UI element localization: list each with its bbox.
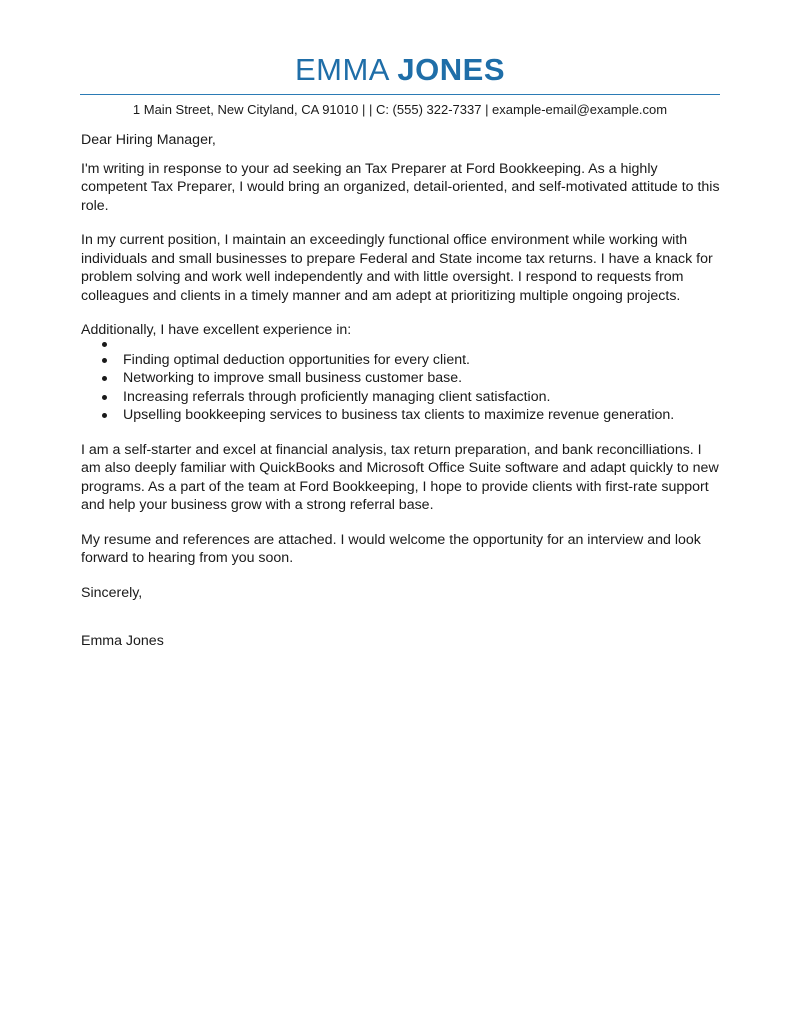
bullet-icon [102, 395, 107, 400]
signature: Emma Jones [81, 633, 164, 649]
list-item [81, 388, 721, 407]
bullet-icon [102, 358, 107, 363]
experience-list [81, 340, 721, 425]
closing: Sincerely, [81, 584, 143, 601]
salutation: Dear Hiring Manager, [81, 132, 216, 148]
contact-line: 1 Main Street, New Cityland, CA 91010 | | C: (555) 322-7337 | example-email@example.com [132, 102, 668, 117]
bullet-icon [102, 376, 107, 381]
list-item [81, 406, 721, 425]
list-item-text: Networking to improve small business customer base. [123, 370, 463, 386]
first-name: EMMA [294, 52, 389, 87]
applicant-name [0, 52, 800, 88]
list-item-text: Upselling bookkeeping services to business tax clients to maximize revenue generation. [123, 407, 675, 423]
list-item-text: Finding optimal deduction opportunities for every client. [123, 351, 470, 368]
list-item [81, 369, 721, 388]
paragraph-current-position: In my current position, I maintain an exceedingly functional office environment while working with individuals and small businesses to prepare Federal and State income tax returns. I have a knack for problem solving and work well independently and with little oversight. I respond to requests from colleagues and clients in a timely manner and am adept at prioritizing multiple ongoing projects. [81, 232, 713, 304]
letter-body [81, 131, 721, 667]
last-name: JONES [397, 52, 506, 87]
list-item-text: Increasing referrals through proficiently managing client satisfaction. [123, 388, 551, 405]
header-divider [80, 94, 720, 95]
list-item [81, 351, 721, 370]
bullet-icon [102, 342, 107, 347]
paragraph-skills: I am a self-starter and excel at financial analysis, tax return preparation, and bank reconcilliations. I am also deeply familiar with QuickBooks and Microsoft Office Suite software and adapt quickly to new programs. As a part of the team at Ford Bookkeeping, I hope to provide clients with first-rate support and help your business grow with a strong referral base. [81, 441, 719, 513]
experience-intro: Additionally, I have excellent experience in: [81, 322, 352, 338]
list-item [81, 340, 721, 351]
paragraph-intro: I'm writing in response to your ad seeking an Tax Preparer at Ford Bookkeeping. As a highly competent Tax Preparer, I would bring an organized, detail-oriented, and self-motivated attitude to this role. [81, 160, 720, 214]
paragraph-closing: My resume and references are attached. I would welcome the opportunity for an interview and look forward to hearing from you soon. [81, 531, 701, 566]
bullet-icon [102, 413, 107, 418]
